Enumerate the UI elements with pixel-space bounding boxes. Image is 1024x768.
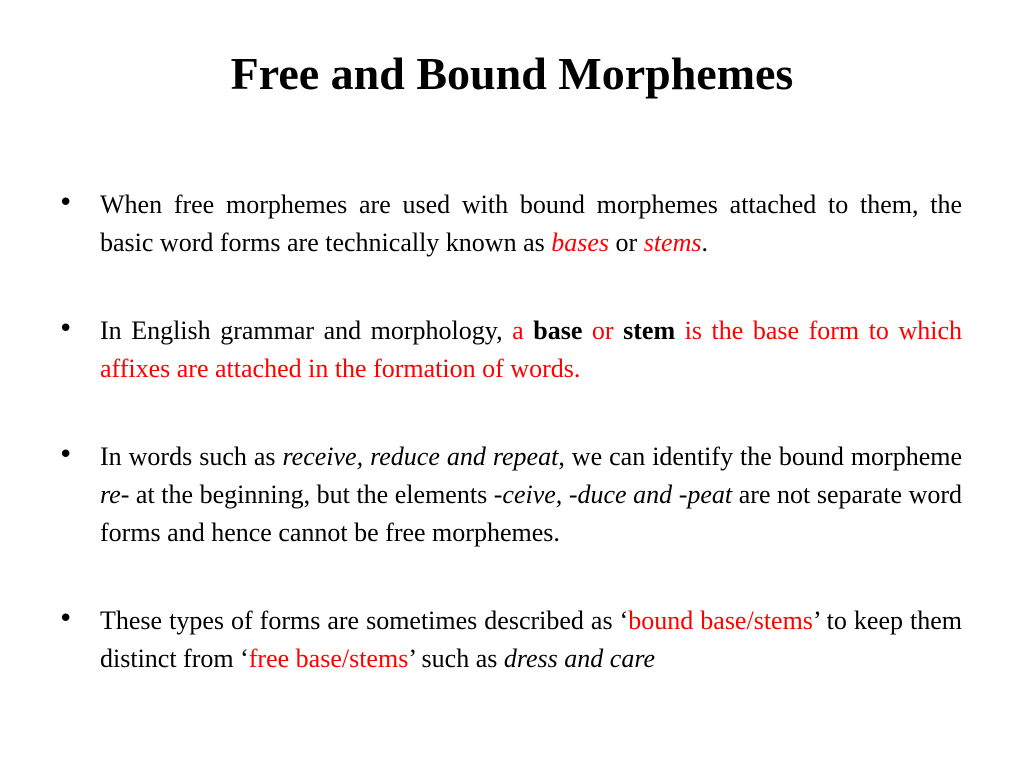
bullet-dot-icon: • [58,440,74,470]
bullet-item [58,186,962,262]
example-prefix: re [100,480,121,509]
example-words: dress and care [503,644,656,673]
bullet-text: ’ such as [408,644,504,673]
definition-text: a [512,316,534,345]
bullet-text: When free morphemes are used with bound morphemes attached to them, the basic word forms are technically known as [100,190,962,257]
slide-title: Free and Bound Morphemes [230,48,794,99]
bullet-dot-icon: • [58,188,74,218]
bullet-dot-icon: • [58,604,74,634]
bullet-text: . [701,228,708,257]
bullet-dot-icon: • [58,314,74,344]
bullet-item [58,602,962,678]
example-words: receive, reduce and repeat [282,442,559,471]
bullet-item [58,438,963,552]
term-bound-base-stems: bound base/stems [628,606,813,635]
bullet-text: are not separate word forms and hence cannot be free morphemes. [100,480,963,547]
bullet-text: ’ to keep them distinct from ‘ [100,606,962,673]
bullet-list [58,186,963,678]
term-stems: stems [643,228,702,257]
bullet-text: These types of forms are sometimes described as ‘ [100,606,629,635]
bullet-item [58,312,962,388]
bullet-text: , we can identify the bound morpheme [558,442,962,471]
term-bases: bases [551,228,610,257]
bullet-text: - at the beginning, but the elements [120,480,494,509]
term-free-base-stems: free base/stems [248,644,409,673]
term-base: base [533,316,583,345]
example-elements: -ceive, -duce and -peat [493,480,733,509]
bullet-text: In words such as [100,442,283,471]
term-stem: stem [623,316,676,345]
definition-text: is the base form to which affixes are attached in the formation of words. [100,316,962,383]
definition-text: or [582,316,624,345]
bullet-text: In English grammar and morphology, [100,316,513,345]
bullet-text: or [609,228,644,257]
